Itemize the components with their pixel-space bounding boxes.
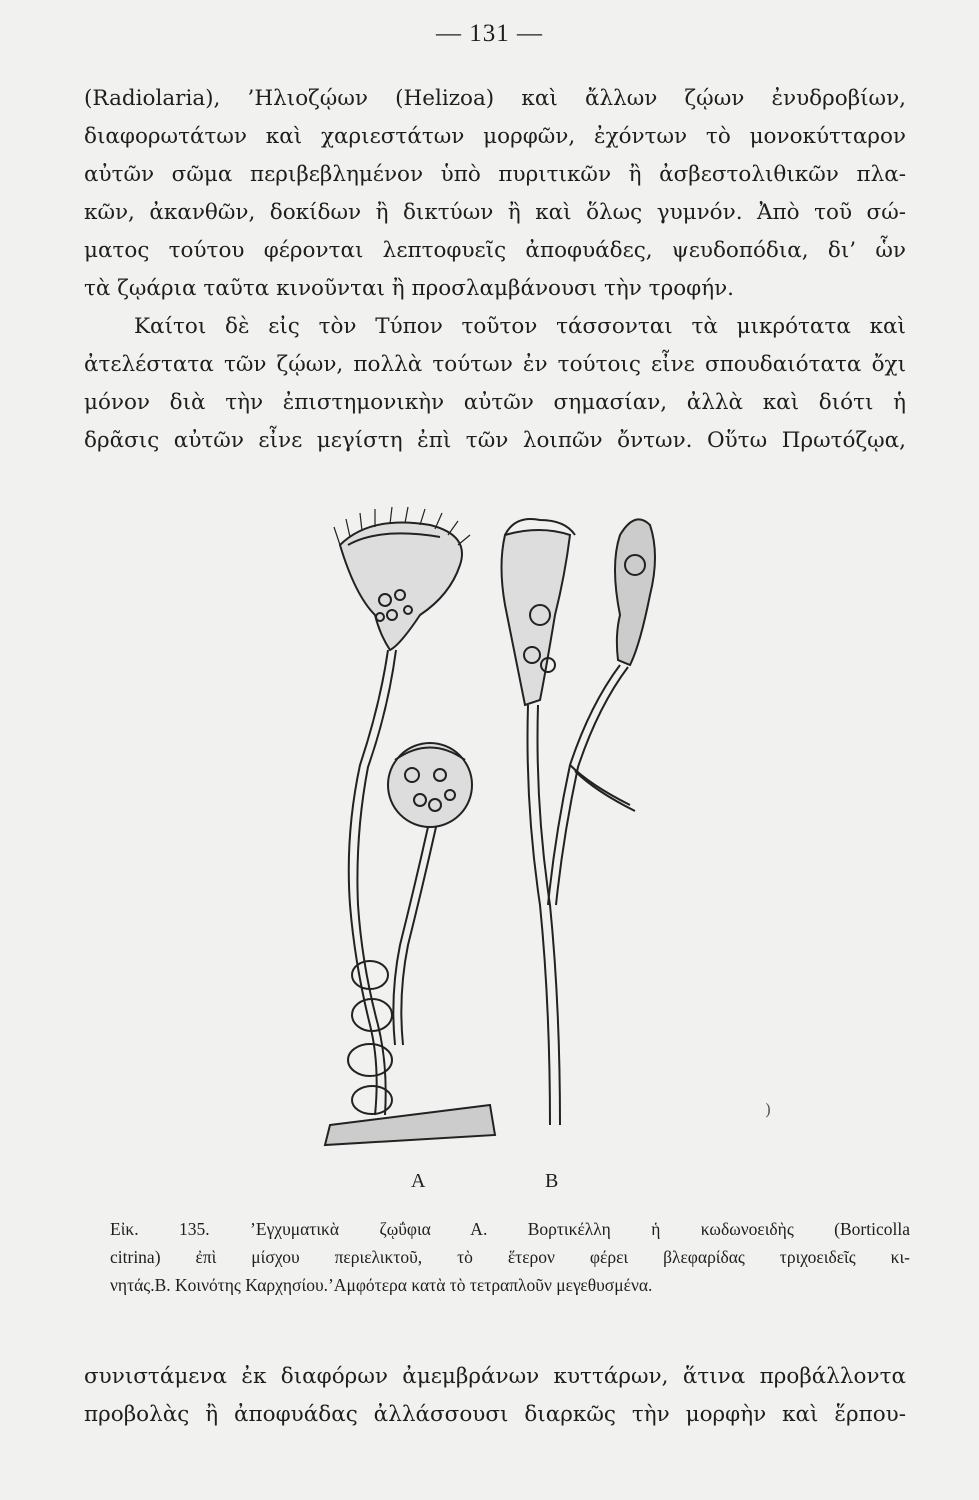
text-line: συνιστάμενα ἐκ διαφόρων ἀμεμβράνων κυττάρων, ἅτινα προβάλλοντα bbox=[84, 1364, 906, 1389]
text-line: προβολὰς ἢ ἀποφυάδας ἀλλάσσουσι διαρκῶς τὴν μορφὴν καὶ ἕρπου- bbox=[84, 1402, 906, 1427]
text-line: αὐτῶν σῶμα περιβεβλημένον ὑπὸ πυριτικῶν ἢ ἀσβεστολιθικῶν πλα- bbox=[84, 162, 906, 187]
text-line: δρᾶσις αὐτῶν εἶνε μεγίστη ἐπὶ τῶν λοιπῶν ὄντων. Οὕτω Πρωτόζῳα, bbox=[84, 428, 906, 453]
text-line: (Radiolaria), ’Ηλιοζῴων (Helizoa) καὶ ἄλλων ζῴων ἐνυδροβίων, bbox=[84, 86, 906, 111]
text-line: κῶν, ἀκανθῶν, δοκίδων ἢ δικτύων ἢ καὶ ὅλως γυμνόν. Ἀπὸ τοῦ σώ- bbox=[84, 200, 906, 225]
carchesium-bell-b2 bbox=[615, 519, 655, 665]
top-paragraphs bbox=[84, 80, 906, 460]
caption-line: Εἰκ. 135. ’Εγχυματικὰ ζῳΰφια Α. Βορτικέλλη ἡ κωδωνοειδὴς (Borticolla bbox=[110, 1219, 910, 1239]
text-line: Καίτοι δὲ εἰς τὸν Τύπον τοῦτον τάσσονται τὰ μικρότατα καὶ bbox=[134, 314, 906, 339]
carchesium-bell-b1 bbox=[502, 519, 576, 705]
text-line: διαφορωτάτων καὶ χαριεστάτων μορφῶν, ἐχόντων τὸ μονοκύτταρον bbox=[84, 124, 906, 149]
contracted-bell bbox=[388, 743, 472, 827]
figure-label-a: A bbox=[411, 1170, 426, 1192]
figure-caption bbox=[110, 1215, 910, 1299]
vorticella-illustration bbox=[300, 505, 760, 1165]
caption-line: νητάς.Β. Κοινότης Καρχησίου.’Αμφότερα κατὰ τὸ τετραπλοῦν μεγεθυσμένα. bbox=[110, 1275, 653, 1295]
figure-label-b: B bbox=[545, 1170, 559, 1192]
vorticella-bell-a bbox=[334, 507, 470, 650]
text-line: τὰ ζῳάρια ταῦτα κινοῦνται ἢ προσλαμβάνουσι τὴν τροφήν. bbox=[84, 276, 734, 301]
text-line: ματος τούτου φέρονται λεπτοφυεῖς ἀποφυάδες, ψευδοπόδια, δι’ ὧν bbox=[84, 238, 906, 263]
bottom-paragraph bbox=[84, 1358, 906, 1434]
text-line: ἀτελέστατα τῶν ζῴων, πολλὰ τούτων ἐν τούτοις εἶνε σπουδαιότατα ὄχι bbox=[84, 352, 906, 377]
text-line: μόνον διὰ τὴν ἐπιστημονικὴν αὐτῶν σημασίαν, ἀλλὰ καὶ διότι ἡ bbox=[84, 390, 906, 415]
stray-mark: ) bbox=[765, 1100, 772, 1119]
caption-line: citrina) ἐπὶ μίσχου περιελικτοῦ, τὸ ἕτερον φέρει βλεφαρίδας τριχοειδεῖς κι- bbox=[110, 1247, 910, 1267]
page-number: — 131 — bbox=[436, 20, 543, 47]
substrate bbox=[325, 1105, 495, 1145]
